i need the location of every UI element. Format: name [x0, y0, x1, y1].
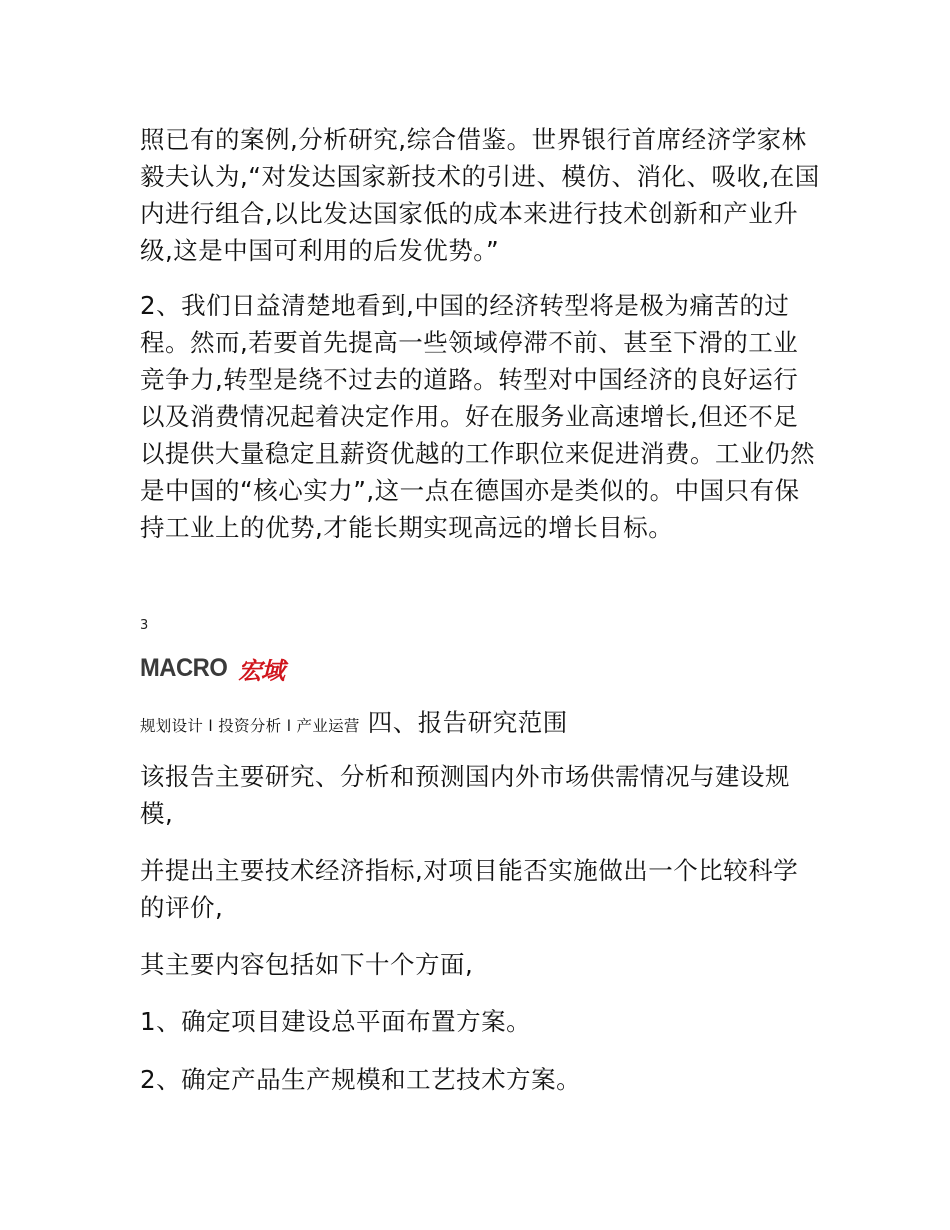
macro-logo	[140, 652, 284, 684]
paragraph-economic-transition: 2、我们日益清楚地看到,中国的经济转型将是极为痛苦的过程。然而,若要首先提高一些领域停滞不前、甚至下滑的工业竞争力,转型是绕不过去的道路。转型对中国经济的良好运行以及消费情况起着决定作用。好在服务业高速增长,但还不足以提供大量稳定且薪资优越的工作职位来促进消费。工业仍然是中国的“核心实力”,这一点在德国亦是类似的。中国只有保持工业上的优势,才能长期实现高远的增长目标。	[140, 291, 815, 542]
page-number: 3	[140, 618, 149, 633]
list-item-layout-plan: 1、确定项目建设总平面布置方案。	[140, 1007, 532, 1036]
company-tagline: 规划设计 l 投资分析 l 产业运营	[140, 717, 360, 735]
list-item-production-scale: 2、确定产品生产规模和工艺技术方案。	[140, 1065, 582, 1094]
section-heading: 四、报告研究范围	[367, 708, 568, 737]
paragraph-report-scope: 该报告主要研究、分析和预测国内外市场供需情况与建设规模,	[140, 762, 790, 828]
paragraph-lin-yifu-quote: 照已有的案例,分析研究,综合借鉴。世界银行首席经济学家林毅夫认为,“对发达国家新技术的引进、模仿、消化、吸收,在国内进行组合,以比发达国家低的成本来进行技术创新和产业升级,这是中国可利用的后发优势。”	[140, 125, 820, 265]
logo-wordmark: MACRO	[140, 653, 228, 682]
paragraph-ten-aspects: 其主要内容包括如下十个方面,	[140, 950, 474, 979]
logo-chinese-mark: 宏域	[237, 656, 284, 685]
paragraph-evaluation: 并提出主要技术经济指标,对项目能否实施做出一个比较科学的评价,	[140, 856, 799, 922]
header-row	[140, 704, 568, 739]
